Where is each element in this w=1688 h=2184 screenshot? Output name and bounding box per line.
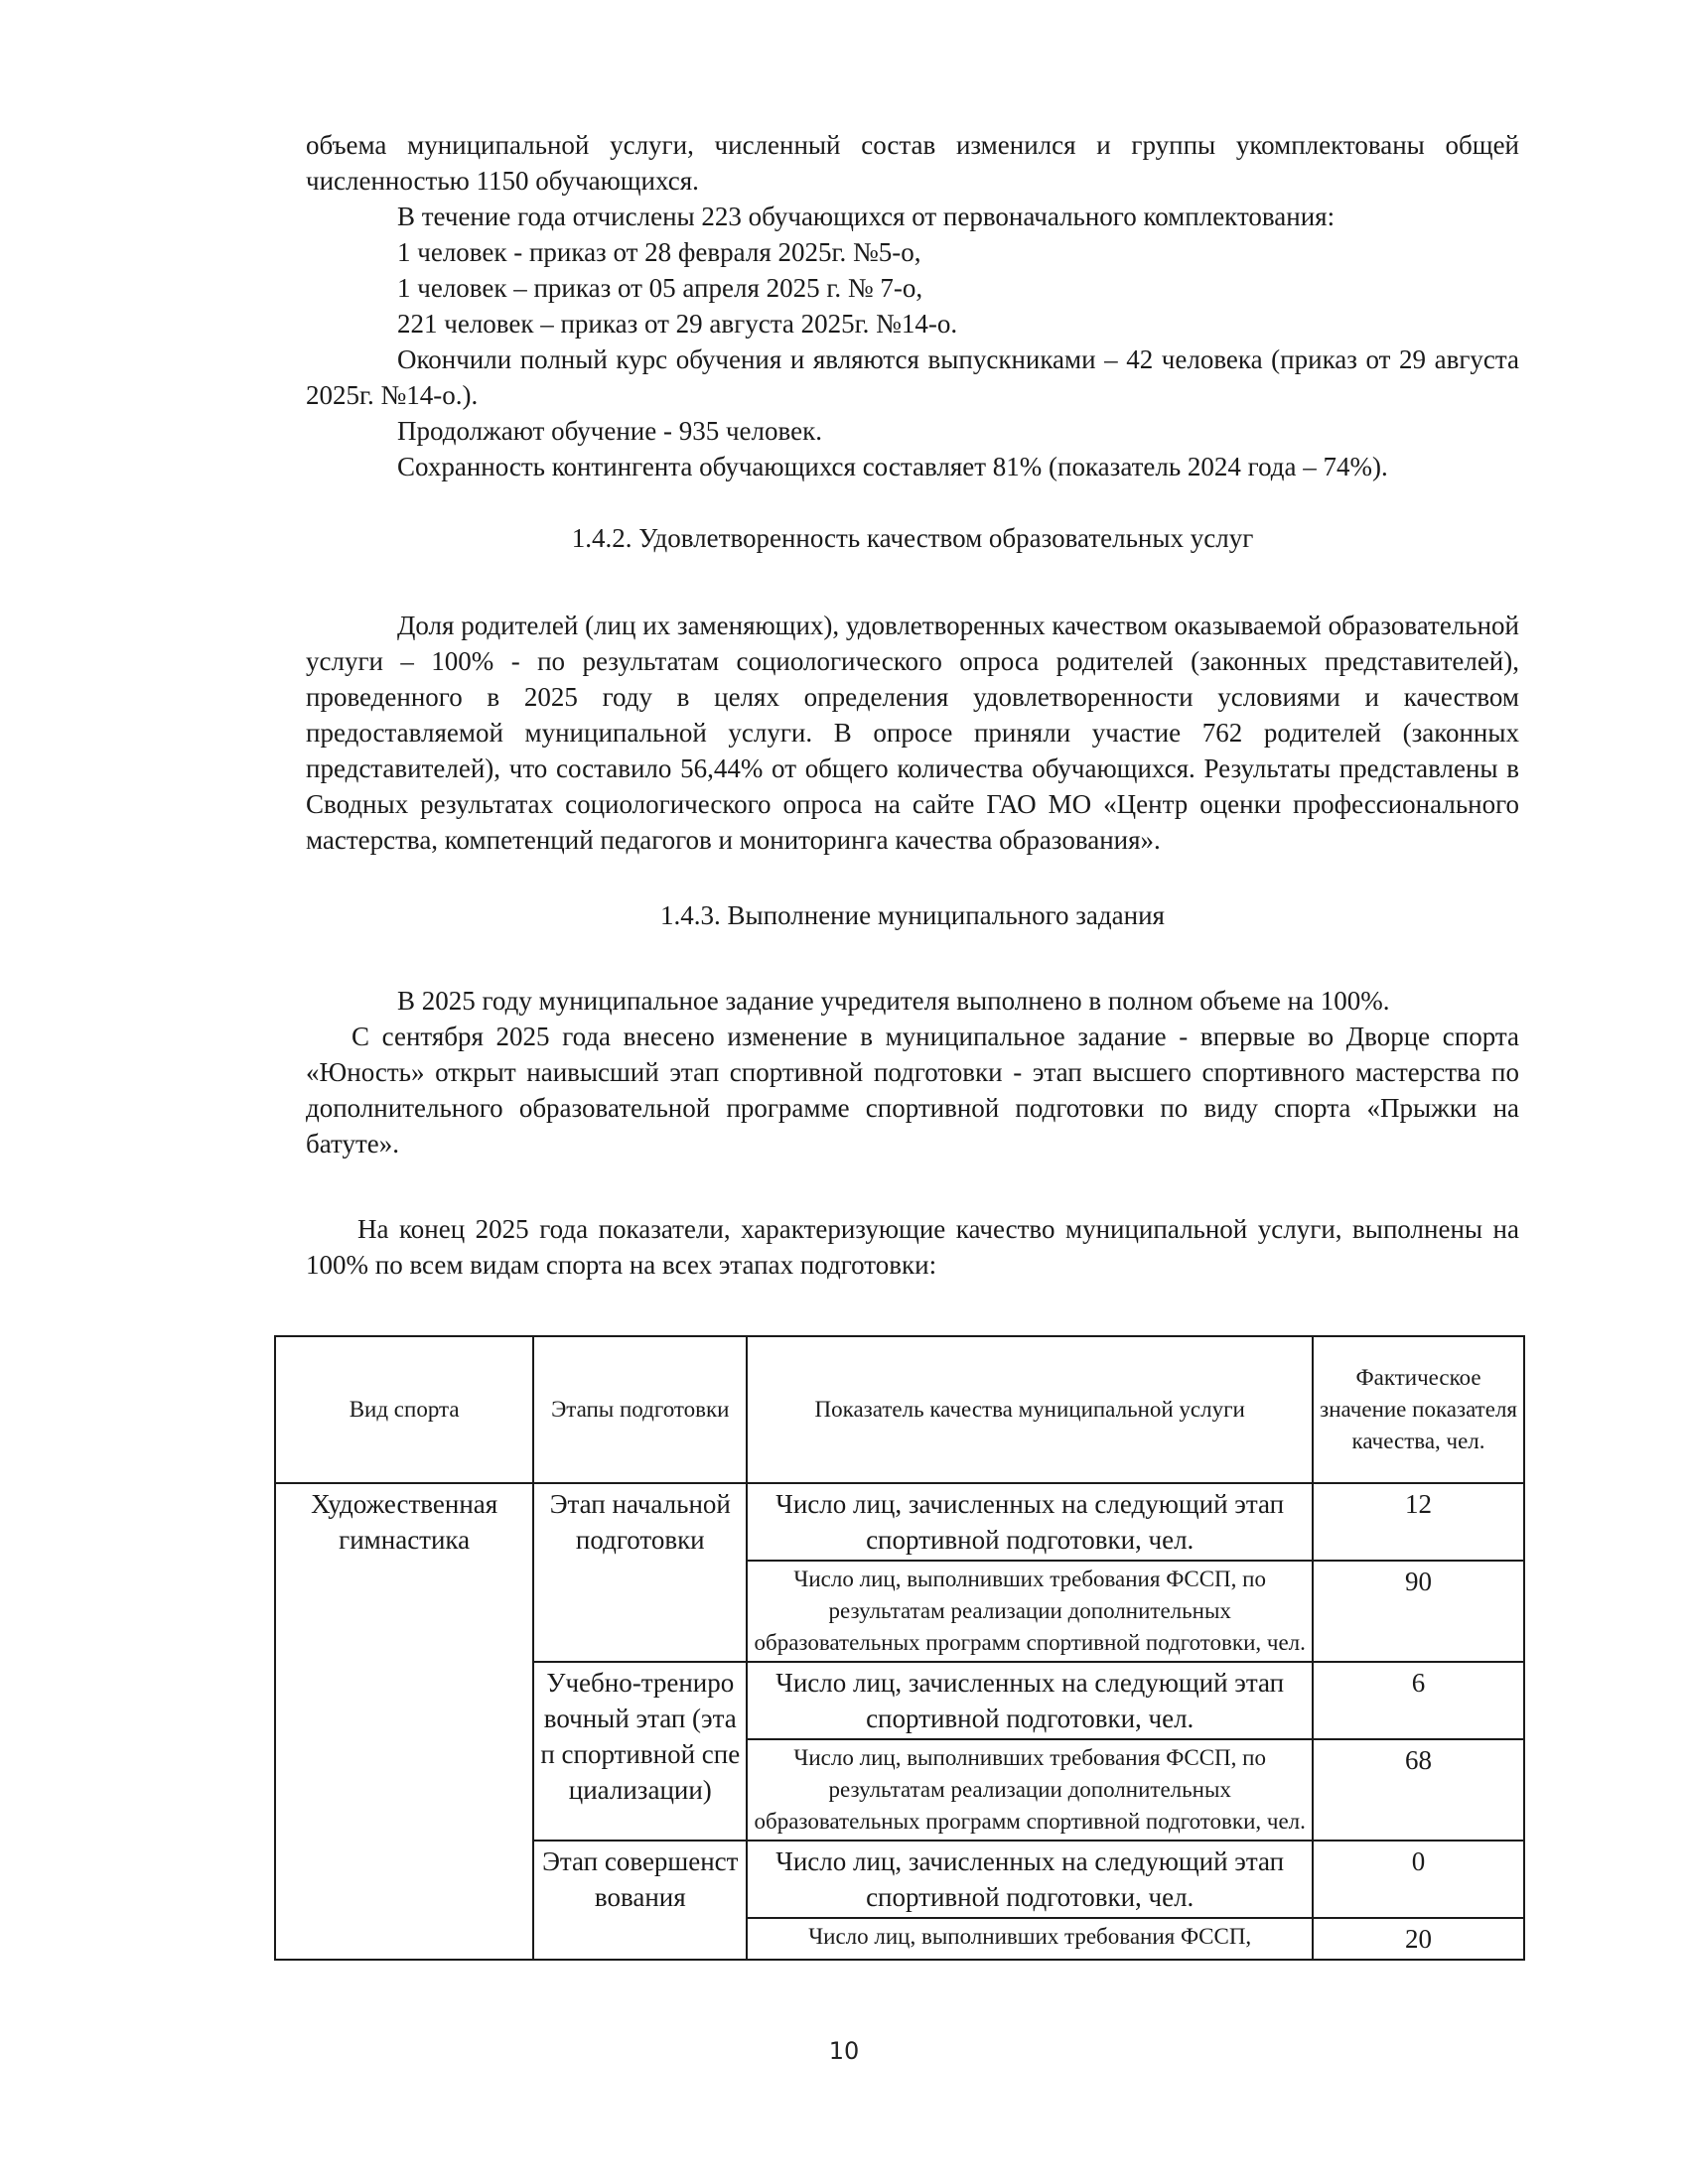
expelled-item: 1 человек – приказ от 05 апреля 2025 г. № 7-о,	[397, 273, 923, 303]
quality-indicators-table	[274, 1335, 1525, 1961]
header-stage: Этапы подготовки	[533, 1336, 747, 1483]
assignment-paragraph: В 2025 году муниципальное задание учредителя выполнено в полном объеме на 100%.	[397, 986, 1390, 1016]
document-body	[306, 127, 1519, 1283]
expelled-item: 221 человек – приказ от 29 августа 2025г. №14-о.	[397, 309, 958, 339]
stage-cell: Этап совершенствования	[533, 1841, 747, 1960]
satisfaction-paragraph: Доля родителей (лиц их заменяющих), удовлетворенных качеством оказываемой образовательной услуги – 100% - по результатам социологического опроса родителей (законных представителей), проведенного в 2025 году в целях определения удовлетворенности условиями и качеством предоставляемой муниципальной услуги. В опросе приняли участие 762 родителей (законных представителей), что составило 56,44% от общего количества обучающихся. Результаты представлены в Сводных результатах социологического опроса на сайте ГАО МО «Центр оценки профессионального мастерства, компетенций педагогов и мониторинга качества образования».	[306, 611, 1519, 855]
value-cell: 6	[1313, 1662, 1524, 1739]
stage-cell: Учебно-тренировочный этап (этап спортивной специализации)	[533, 1662, 747, 1841]
table-lead-in: На конец 2025 года показатели, характеризующие качество муниципальной услуги, выполнены на 100% по всем видам спорта на всех этапах подготовки:	[306, 1214, 1519, 1280]
assignment-change-paragraph: С сентября 2025 года внесено изменение в муниципальное задание - впервые во Дворце спорта «Юность» открыт наивысший этап спортивной подготовки - этап высшего спортивного мастерства по дополнительного образовательной программе спортивной подготовки по виду спорта «Прыжки на батуте».	[306, 1022, 1519, 1159]
retention-paragraph: Сохранность контингента обучающихся составляет 81% (показатель 2024 года – 74%).	[397, 452, 1388, 481]
sport-cell: Художественная гимнастика	[275, 1483, 533, 1960]
header-indicator: Показатель качества муниципальной услуги	[747, 1336, 1313, 1483]
continuing-paragraph: Продолжают обучение - 935 человек.	[397, 416, 822, 446]
expelled-item: 1 человек - приказ от 28 февраля 2025г. №5-о,	[397, 237, 921, 267]
indicator-cell: Число лиц, выполнивших требования ФССП,	[747, 1918, 1313, 1960]
stage-cell: Этап начальной подготовки	[533, 1483, 747, 1662]
value-cell: 20	[1313, 1918, 1524, 1960]
graduates-paragraph: Окончили полный курс обучения и являются выпускниками – 42 человека (приказ от 29 августа 2025г. №14-о.).	[306, 344, 1519, 410]
indicator-cell: Число лиц, зачисленных на следующий этап спортивной подготовки, чел.	[747, 1841, 1313, 1918]
header-value: Фактическое значение показателя качества, чел.	[1313, 1336, 1524, 1483]
table-row	[275, 1483, 1524, 1561]
indicator-cell: Число лиц, выполнивших требования ФССП, по результатам реализации дополнительных образовательных программ спортивной подготовки, чел.	[747, 1739, 1313, 1841]
header-sport: Вид спорта	[275, 1336, 533, 1483]
intro-paragraph: объема муниципальной услуги, численный состав изменился и группы укомплектованы общей численностью 1150 обучающихся.	[306, 130, 1519, 196]
expelled-intro: В течение года отчислены 223 обучающихся от первоначального комплектования:	[397, 202, 1336, 231]
value-cell: 0	[1313, 1841, 1524, 1918]
value-cell: 12	[1313, 1483, 1524, 1561]
value-cell: 90	[1313, 1561, 1524, 1662]
indicator-cell: Число лиц, выполнивших требования ФССП, по результатам реализации дополнительных образовательных программ спортивной подготовки, чел.	[747, 1561, 1313, 1662]
page-number: 10	[828, 2037, 860, 2065]
indicator-cell: Число лиц, зачисленных на следующий этап спортивной подготовки, чел.	[747, 1662, 1313, 1739]
section-heading-1-4-3: 1.4.3. Выполнение муниципального задания	[660, 900, 1165, 930]
table-header-row	[275, 1336, 1524, 1483]
value-cell: 68	[1313, 1739, 1524, 1841]
section-heading-1-4-2: 1.4.2. Удовлетворенность качеством образовательных услуг	[571, 523, 1254, 553]
indicator-cell: Число лиц, зачисленных на следующий этап спортивной подготовки, чел.	[747, 1483, 1313, 1561]
